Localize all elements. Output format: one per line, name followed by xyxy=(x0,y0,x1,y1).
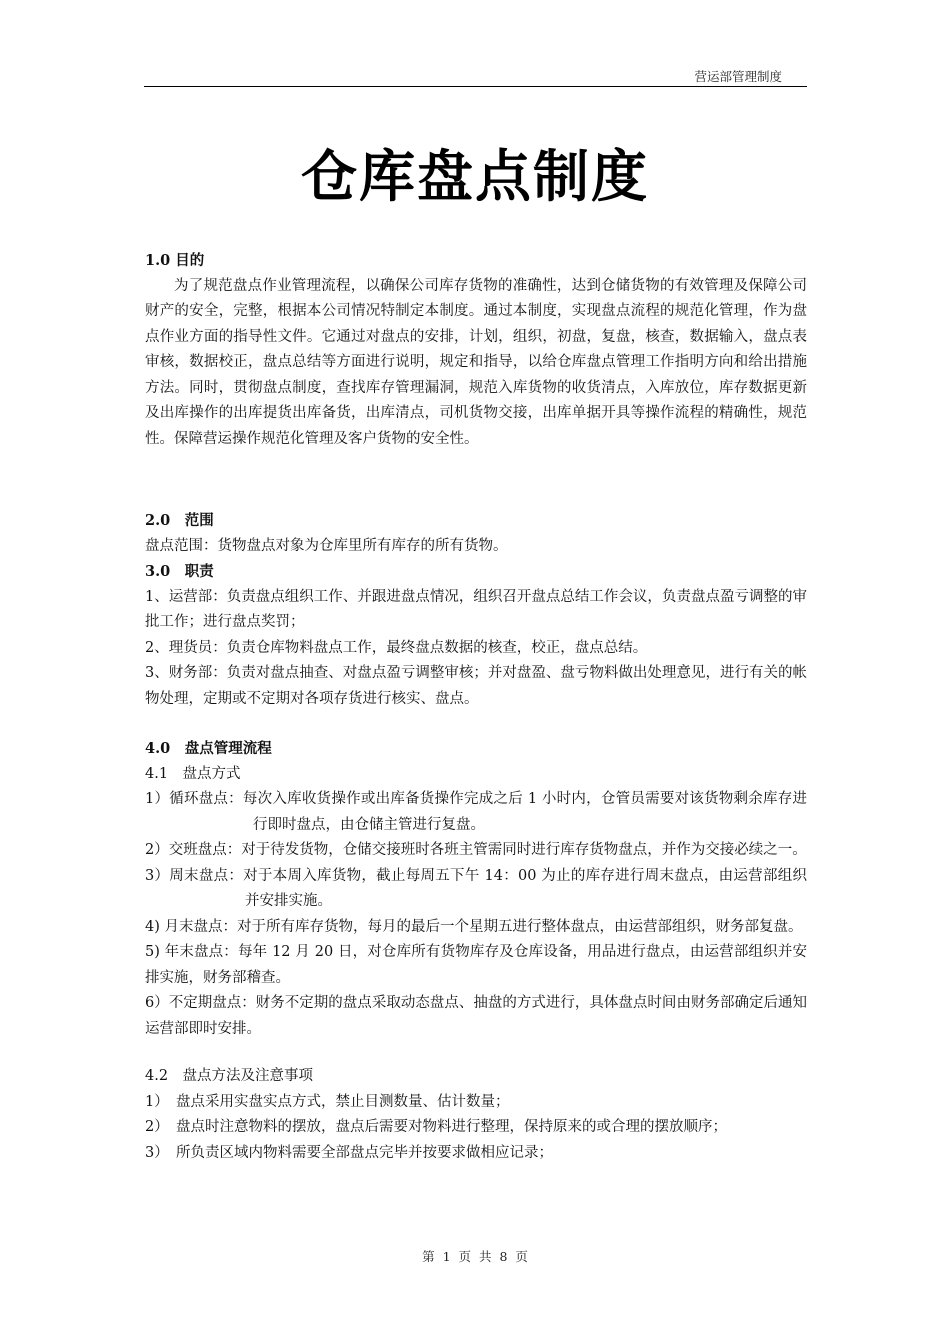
purpose-paragraph: 为了规范盘点作业管理流程，以确保公司库存货物的准确性，达到仓储货物的有效管理及保障公司财产的安全，完整，根据本公司情况特制定本制度。通过本制度，实现盘点流程的规范化管理，作为盘点作业方面的指导性文件。它通过对盘点的安排，计划，组织，初盘，复盘，核查，数据输入，盘点表审核，数据校正，盘点总结等方面进行说明，规定和指导，以给仓库盘点管理工作指明方向和给出措施方法。同时，贯彻盘点制度，查找库存管理漏洞，规范入库货物的收货清点，入库放位，库存数据更新及出库操作的出库提货出库备货，出库清点，司机货物交接，出库单据开具等操作流程的精确性，规范性。保障营运操作规范化管理及客户货物的安全性。 xyxy=(145,277,807,447)
subsection-heading-notes: 4.2 盘点方法及注意事项 xyxy=(145,1068,314,1084)
method-item: 5) 年末盘点：每年 12 月 20 日，对仓库所有货物库存及仓库设备，用品进行盘点，由运营部组织并安排实施，财务部稽查。 xyxy=(145,944,807,986)
duty-item: 2、理货员：负责仓库物料盘点工作，最终盘点数据的核查，校正，盘点总结。 xyxy=(145,639,648,656)
spacer xyxy=(145,452,807,508)
page-footer: 第 1 页 共 8 页 xyxy=(422,1249,528,1264)
section-heading-process: 4.0 盘点管理流程 xyxy=(145,740,272,757)
method-item: 2）交班盘点：对于待发货物，仓储交接班时各班主管需同时进行库存货物盘点，并作为交接必续之一。 xyxy=(145,842,807,858)
section-heading-duties: 3.0 职责 xyxy=(145,563,214,580)
method-item: 6）不定期盘点：财务不定期的盘点采取动态盘点、抽盘的方式进行，具体盘点时间由财务部确定后通知运营部即时安排。 xyxy=(145,995,807,1037)
header-rule xyxy=(144,86,807,87)
document-title: 仓库盘点制度 xyxy=(301,145,649,210)
spacer xyxy=(145,712,807,736)
note-item: 2） 盘点时注意物料的摆放，盘点后需要对物料进行整理，保持原来的或合理的摆放顺序； xyxy=(145,1119,727,1135)
scope-paragraph: 盘点范围：货物盘点对象为仓库里所有库存的所有货物。 xyxy=(145,537,508,554)
section-heading-scope: 2.0 范围 xyxy=(145,512,214,529)
method-item: 3）周末盘点：对于本周入库货物，截止每周五下午 14：00 为止的库存进行周末盘点，由运营部组织并安排实施。 xyxy=(145,867,807,909)
method-item: 4) 月末盘点：对于所有库存货物，每月的最后一个星期五进行整体盘点，由运营部组织，财务部复盘。 xyxy=(145,918,803,935)
document-body xyxy=(145,248,807,1166)
page-header: 营运部管理制度 xyxy=(694,69,782,84)
note-item: 1） 盘点采用实盘实点方式，禁止目测数量、估计数量； xyxy=(145,1093,510,1110)
note-item: 3） 所负责区域内物料需要全部盘点完毕并按要求做相应记录； xyxy=(145,1144,553,1161)
section-heading-purpose: 1.0 目的 xyxy=(145,252,205,269)
duty-item: 3、财务部：负责对盘点抽查、对盘点盈亏调整审核；并对盘盈、盘亏物料做出处理意见，进行有关的帐物处理，定期或不定期对各项存货进行核实、盘点。 xyxy=(145,665,807,707)
method-item: 1）循环盘点：每次入库收货操作或出库备货操作完成之后 1 小时内，仓管员需要对该货物剩余库存进行即时盘点，由仓储主管进行复盘。 xyxy=(145,791,807,833)
subsection-heading-methods: 4.1 盘点方式 xyxy=(145,765,241,782)
spacer xyxy=(145,1042,807,1064)
duty-item: 1、运营部：负责盘点组织工作、并跟进盘点情况，组织召开盘点总结工作会议，负责盘点盈亏调整的审批工作；进行盘点奖罚； xyxy=(145,588,807,630)
